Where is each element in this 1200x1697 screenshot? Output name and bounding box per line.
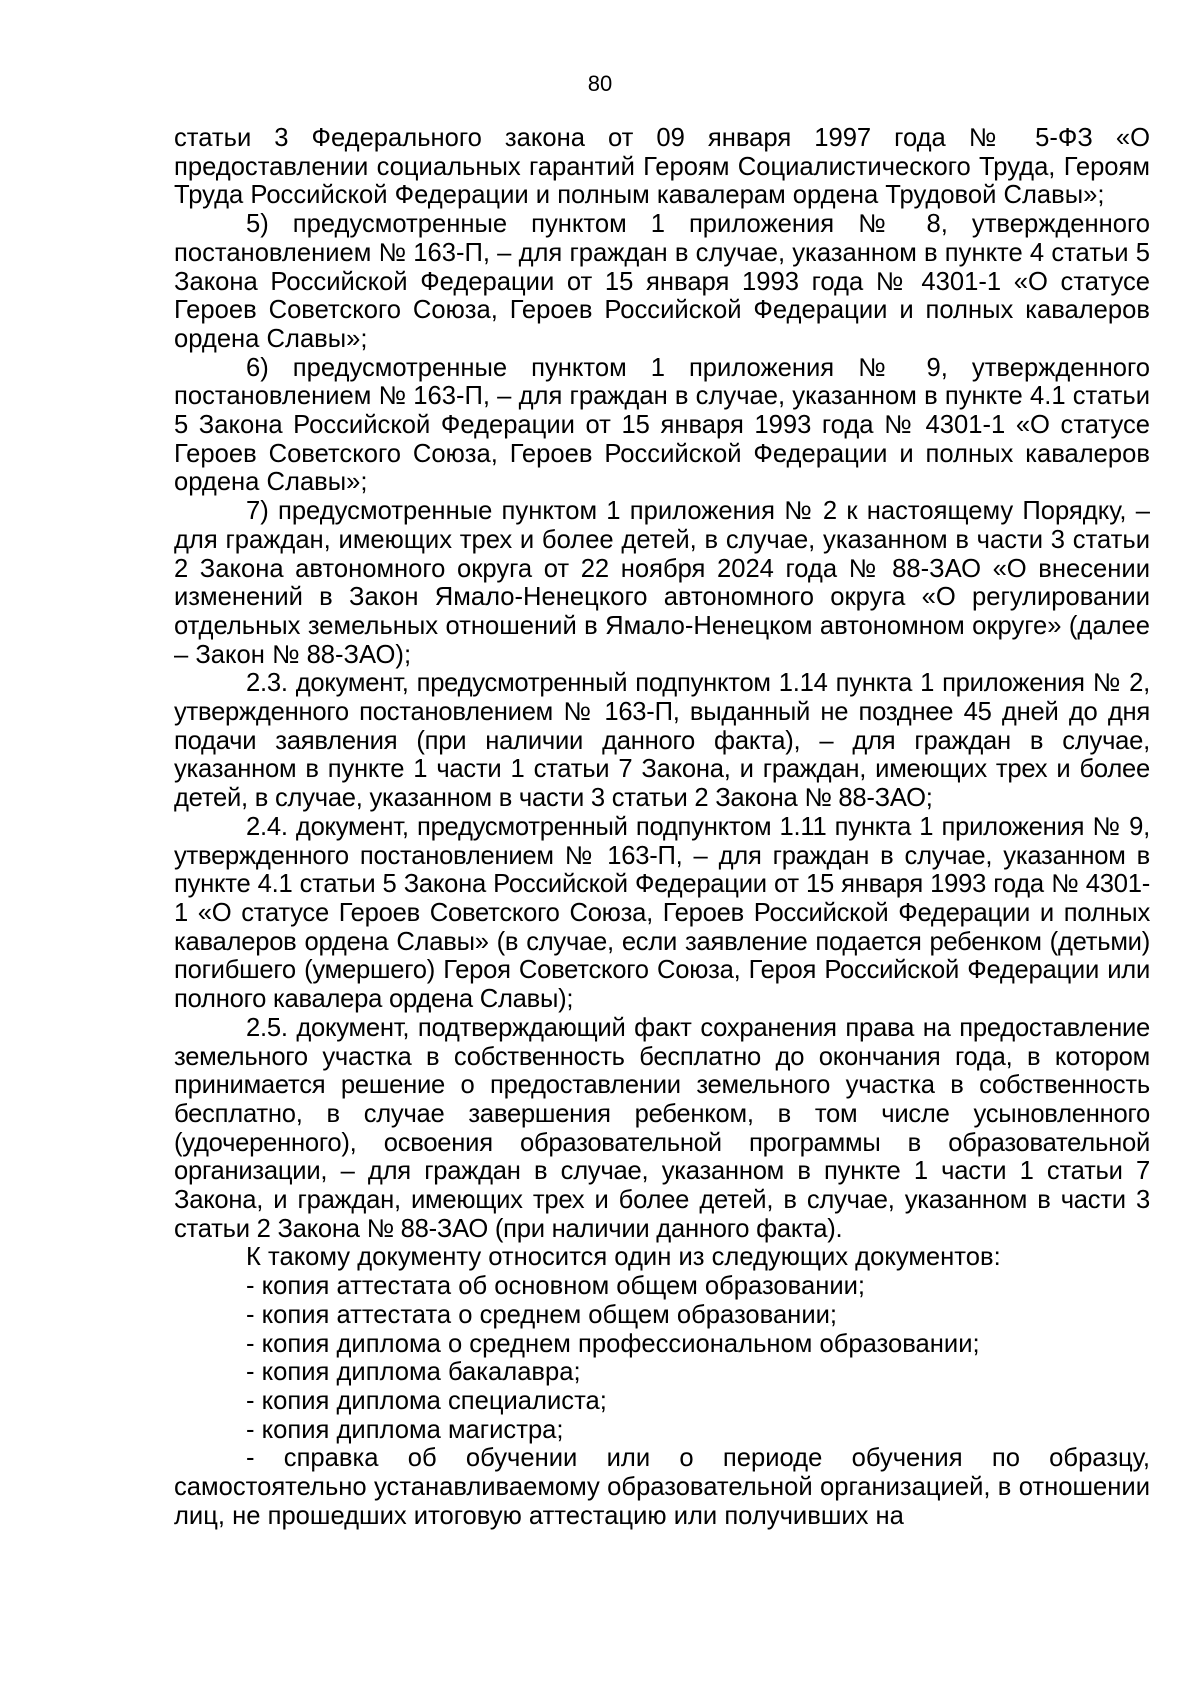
list-item: - копия диплома о среднем профессиональном образовании; (246, 1329, 980, 1358)
page-number: 80 (587, 71, 613, 96)
list-item: - копия диплома бакалавра; (246, 1358, 581, 1387)
paragraph-item-5: 5) предусмотренные пунктом 1 приложения № 8, утвержденного постановлением № 163-П, – для граждан в случае, указанном в пункте 4 статьи 5 Закона Российской Федерации от 15 января 1993 года № 4301-1 «О статусе Героев Советского Союза, Героев Российской Федерации и полных кавалеров ордена Славы»; (174, 210, 1150, 353)
list-item: - справка об обучении или о периоде обучения по образцу, самостоятельно устанавливаемому образовательной организацией, в отношении лиц, не прошедших итоговую аттестацию или получивших на (174, 1444, 1150, 1530)
list-item: - копия диплома магистра; (246, 1415, 564, 1444)
document-body (174, 124, 1150, 1530)
paragraph-2-4: 2.4. документ, предусмотренный подпунктом 1.11 пункта 1 приложения № 9, утвержденного постановлением № 163-П, – для граждан в случае, указанном в пункте 4.1 статьи 5 Закона Российской Федерации от 15 января 1993 года № 4301-1 «О статусе Героев Советского Союза, Героев Российской Федерации и полных кавалеров ордена Славы» (в случае, если заявление подается ребенком (детьми) погибшего (умершего) Героя Советского Союза, Героя Российской Федерации или полного кавалера ордена Славы); (174, 812, 1150, 1014)
paragraph-2-5: 2.5. документ, подтверждающий факт сохранения права на предоставление земельного участка в собственность бесплатно до окончания года, в котором принимается решение о предоставлении земельного участка в собственность бесплатно, в случае завершения ребенком, в том числе усыновленного (удочеренного), освоения образовательной программы в образовательной организации, – для граждан в случае, указанном в пункте 1 части 1 статьи 7 Закона, и граждан, имеющих трех и более детей, в случае, указанном в части 3 статьи 2 Закона № 88-ЗАО (при наличии данного факта). (174, 1013, 1150, 1243)
paragraph-item-7: 7) предусмотренные пунктом 1 приложения № 2 к настоящему Порядку, – для граждан, имеющих трех и более детей, в случае, указанном в части 3 статьи 2 Закона автономного округа от 22 ноября 2024 года № 88-ЗАО «О внесении изменений в Закон Ямало-Ненецкого автономного округа «О регулировании отдельных земельных отношений в Ямало-Ненецком автономном округе» (далее – Закон № 88-ЗАО); (174, 497, 1150, 669)
paragraph-continuation: статьи 3 Федерального закона от 09 января 1997 года № 5-ФЗ «О предоставлении социальных гарантий Героям Социалистического Труда, Героям Труда Российской Федерации и полным кавалерам ордена Трудовой Славы»; (174, 124, 1150, 210)
paragraph-item-6: 6) предусмотренные пунктом 1 приложения № 9, утвержденного постановлением № 163-П, – для граждан в случае, указанном в пункте 4.1 статьи 5 Закона Российской Федерации от 15 января 1993 года № 4301-1 «О статусе Героев Советского Союза, Героев Российской Федерации и полных кавалеров ордена Славы»; (174, 353, 1150, 497)
paragraph-2-3: 2.3. документ, предусмотренный подпунктом 1.14 пункта 1 приложения № 2, утвержденного постановлением № 163-П, выданный не позднее 45 дней до дня подачи заявления (при наличии данного факта), – для граждан в случае, указанном в пункте 1 части 1 статьи 7 Закона, и граждан, имеющих трех и более детей, в случае, указанном в части 3 статьи 2 Закона № 88-ЗАО; (174, 669, 1150, 813)
list-item: - копия диплома специалиста; (246, 1386, 607, 1415)
list-item: - копия аттестата об основном общем образовании; (246, 1272, 866, 1301)
list-item: - копия аттестата о среднем общем образовании; (246, 1300, 838, 1329)
paragraph-documents-intro: К такому документу относится один из следующих документов: (246, 1243, 1001, 1272)
